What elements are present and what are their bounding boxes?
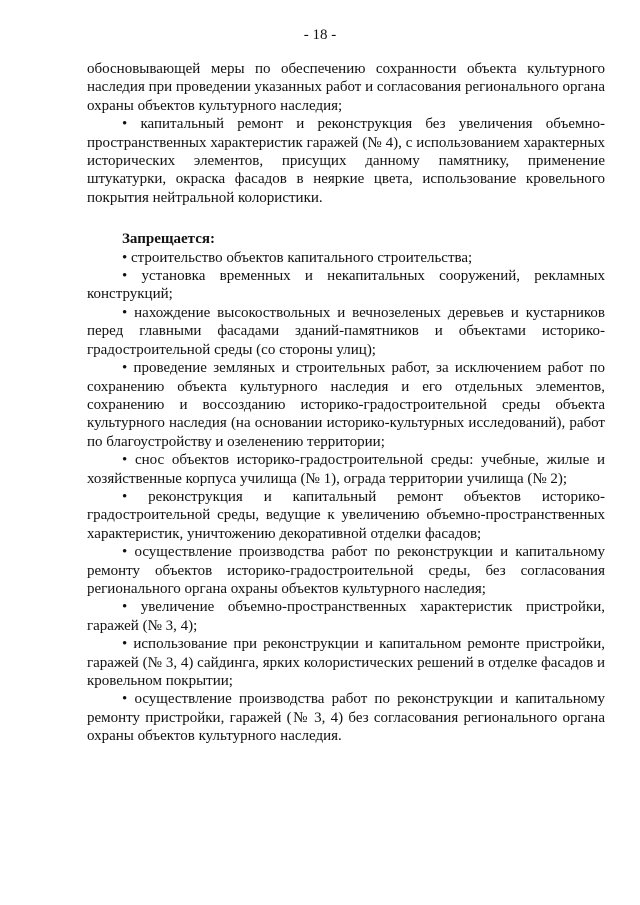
prohibited-heading: Запрещается: <box>122 231 216 248</box>
list-item: • использование при реконструкции и капитальном ремонте пристройки, гаражей (№ 3, 4) сайдинга, ярких колористических решений в отделке фасадов и кровельном покрытии; <box>87 636 605 689</box>
document-body <box>87 60 605 746</box>
list-item: • строительство объектов капитального строительства; <box>122 249 473 266</box>
list-item: • осуществление производства работ по реконструкции и капитальному ремонту пристройки, гаражей (№ 3, 4) без согласования регионального органа охраны объектов культурного наследия. <box>87 691 605 745</box>
intro-bullet-item: • капитальный ремонт и реконструкция без увеличения объемно-пространственных характеристик гаражей (№ 4), с использованием характерных исторических элементов, присущих данному памятнику, применение штукатурки, окраска фасадов в неяркие цвета, использование кровельного покрытия нейтральной колористики. <box>87 116 605 206</box>
list-item: • осуществление производства работ по реконструкции и капитальному ремонту объектов историко-градостроительной среды, без согласования регионального органа охраны объектов культурного наследия; <box>87 544 605 597</box>
list-item: • реконструкция и капитальный ремонт объектов историко-градостроительной среды, ведущие к увеличению объемно-пространственных характеристик, уничтожению декоративной отделки фасадов; <box>87 488 605 542</box>
list-item: • установка временных и некапитальных сооружений, рекламных конструкций; <box>87 268 605 303</box>
list-item: • снос объектов историко-градостроительной среды: учебные, жилые и хозяйственные корпуса училища (№ 1), ограда территории училища (№ 2); <box>87 452 605 487</box>
intro-continuation: обосновывающей меры по обеспечению сохранности объекта культурного наследия при проведении указанных работ и согласования регионального органа охраны объектов культурного наследия; <box>87 61 605 114</box>
list-item: • проведение земляных и строительных работ, за исключением работ по сохранению объекта культурного наследия и его отдельных элементов, сохранению и воссозданию историко-градостроительной среды объекта культурного наследия (на основании историко-культурных исследований), работ по благоустройству и озеленению территории; <box>87 360 605 450</box>
list-item: • увеличение объемно-пространственных характеристик пристройки, гаражей (№ 3, 4); <box>87 599 605 634</box>
prohibited-list <box>87 249 605 746</box>
page-number: - 18 - <box>303 27 337 43</box>
list-item: • нахождение высокоствольных и вечнозеленых деревьев и кустарников перед главными фасадами зданий-памятников и объектами историко-градостроительной среды (со стороны улиц); <box>87 304 605 358</box>
